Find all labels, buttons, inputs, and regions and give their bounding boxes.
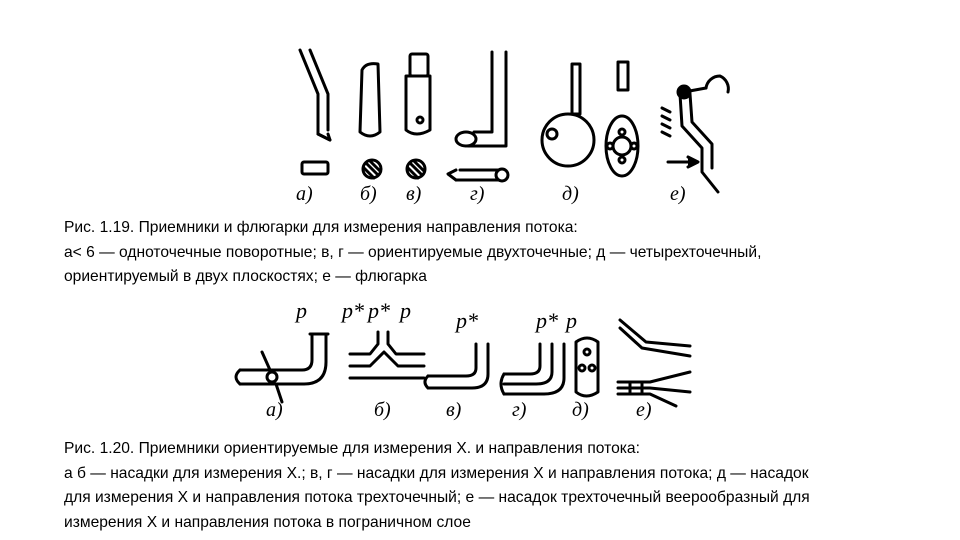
- fig2-label-v: в): [446, 399, 462, 421]
- nozzle-b-drawing: [350, 332, 424, 378]
- caption-1-line-3: ориентируемый в двух плоскостях; е — флюгарка: [64, 268, 427, 285]
- fig2-symbol-1: p: [296, 298, 307, 323]
- fig2-label-a: а): [266, 399, 283, 421]
- nozzle-g-drawing: [501, 344, 564, 394]
- fig2-symbol-7: p: [566, 308, 577, 333]
- nozzle-d-drawing: [576, 338, 598, 396]
- fig2-symbol-2: p*: [342, 298, 364, 323]
- probe-g-drawing: [448, 52, 508, 181]
- figure-1-20-drawing: [210, 282, 730, 430]
- fig2-symbol-5: p*: [456, 308, 478, 333]
- fig1-label-v: в): [406, 183, 422, 205]
- probe-a-drawing: [300, 50, 330, 174]
- caption-1-line-2: а< 6 — одноточечные поворотные; в, г — ориентируемые двухточечные; д — четырехточечный,: [64, 243, 762, 261]
- fig2-label-g: г): [512, 399, 527, 421]
- fig1-label-a: а): [296, 183, 313, 205]
- nozzle-a-drawing: [236, 334, 328, 402]
- fig1-label-e: е): [670, 183, 686, 205]
- caption-2-line-1: Рис. 1.20. Приемники ориентируемые для измерения X. и направления потока:: [64, 440, 640, 457]
- caption-figure-1-20: [64, 437, 810, 535]
- fig2-symbol-6: p*: [536, 308, 558, 333]
- nozzle-v-drawing: [425, 344, 488, 388]
- caption-2-line-2: а б — насадки для измерения X.; в, г — насадки для измерения X и направления потока; д — насадок: [64, 464, 809, 482]
- figure-1-19: [270, 12, 740, 208]
- fig2-label-b: б): [374, 399, 391, 421]
- figure-1-20: [210, 282, 730, 430]
- fig1-label-b: б): [360, 183, 377, 205]
- caption-figure-1-19: [64, 216, 761, 290]
- fig1-label-g: г): [470, 183, 485, 205]
- caption-2-line-3: для измерения X и направления потока трехточечный; е — насадок трехточечный веерообразный для: [64, 489, 810, 506]
- figure-1-19-drawing: [270, 12, 740, 208]
- nozzle-e-drawing: [618, 320, 690, 406]
- probe-d-drawing: [542, 62, 638, 176]
- fig2-label-e: е): [636, 399, 652, 421]
- fig1-label-d: д): [562, 183, 579, 205]
- caption-2-line-4: измерения X и направления потока в пограничном слое: [64, 513, 471, 531]
- probe-b-drawing: [360, 64, 381, 178]
- caption-1-line-1: Рис. 1.19. Приемники и флюгарки для измерения направления потока:: [64, 219, 578, 236]
- probe-v-drawing: [406, 54, 430, 178]
- fig2-label-d: д): [572, 399, 589, 421]
- fig2-symbol-3: p*: [368, 298, 390, 323]
- fig2-symbol-4: p: [400, 298, 411, 323]
- probe-e-drawing: [662, 76, 728, 192]
